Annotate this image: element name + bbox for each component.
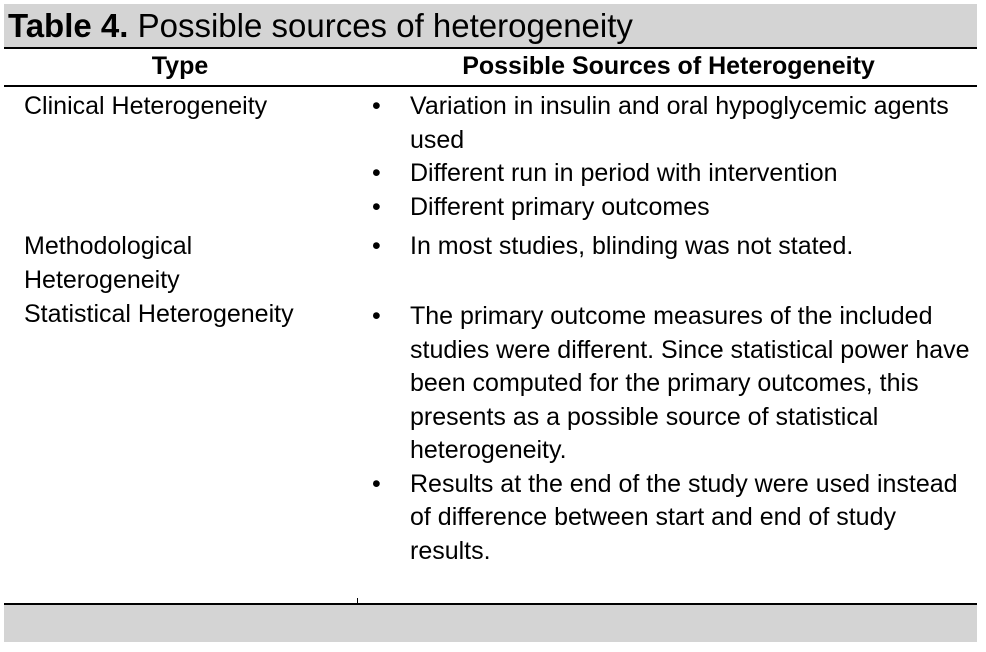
table-title	[8, 8, 633, 44]
table-header-row	[4, 49, 977, 87]
header-sources: Possible Sources of Heterogeneity	[462, 52, 875, 80]
source-item: • The primary outcome measures of the included studies were different. Since statistical power have been computed for the primary outcomes, this presents as a possible source of statistical heterogeneity.	[370, 300, 970, 468]
type-cell: Methodological Heterogeneity	[24, 232, 193, 294]
sources-list	[370, 230, 970, 264]
table-footer-bar	[4, 605, 977, 642]
source-item: • In most studies, blinding was not stated.	[370, 230, 970, 264]
header-type: Type	[151, 52, 209, 80]
source-item: • Variation in insulin and oral hypoglycemic agents used	[370, 90, 970, 157]
sources-list	[370, 90, 970, 224]
sources-list	[370, 300, 970, 568]
table-number: Table 4.	[8, 7, 129, 44]
table-title-bar	[4, 4, 977, 49]
table-caption: Possible sources of heterogeneity	[128, 7, 633, 44]
source-item: • Different run in period with intervention	[370, 157, 970, 191]
type-cell: Statistical Heterogeneity	[24, 300, 294, 328]
source-item: • Results at the end of the study were used instead of difference between start and end of study results.	[370, 468, 970, 569]
type-cell: Clinical Heterogeneity	[24, 92, 268, 120]
source-item: • Different primary outcomes	[370, 191, 970, 225]
